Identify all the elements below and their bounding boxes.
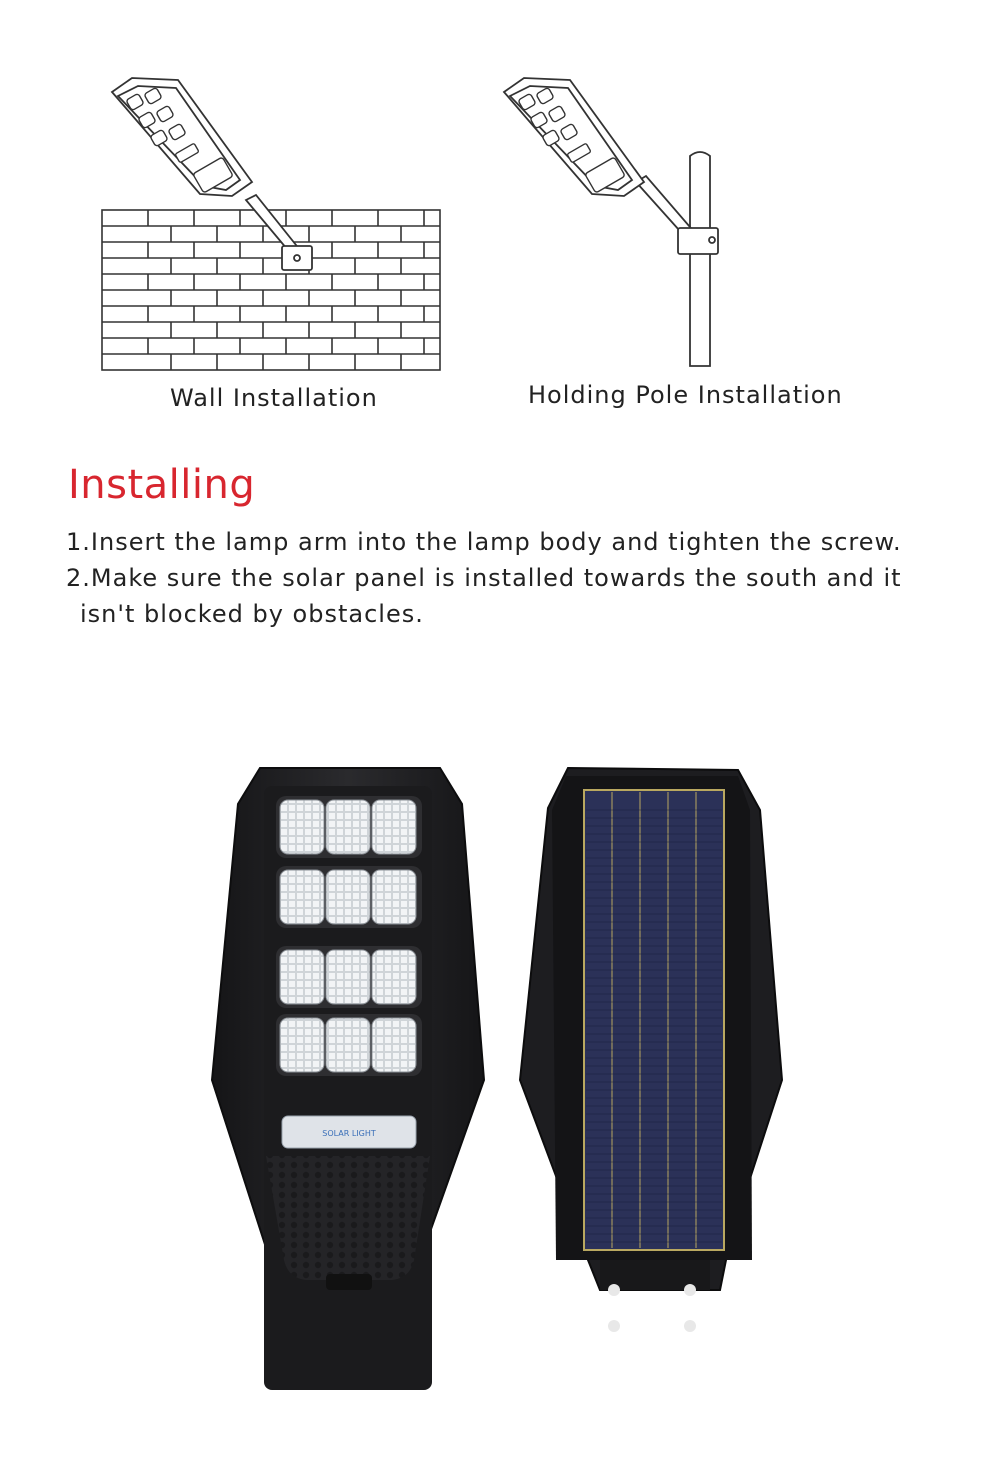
solar-light-label: SOLAR LIGHT bbox=[322, 1129, 376, 1138]
pole-installation-caption: Holding Pole Installation bbox=[528, 381, 843, 409]
installing-step-1: 1.Insert the lamp arm into the lamp body and tighten the screw. bbox=[66, 528, 902, 556]
product-photos bbox=[0, 700, 1000, 1460]
wall-installation-diagram bbox=[0, 0, 1000, 420]
installing-step-2-continued: isn't blocked by obstacles. bbox=[80, 600, 424, 628]
installing-heading: Installing bbox=[68, 462, 256, 508]
installing-step-2: 2.Make sure the solar panel is installed towards the south and it bbox=[66, 564, 902, 592]
pole-lamp-drawing bbox=[504, 78, 718, 366]
lamp-back-view bbox=[520, 768, 782, 1332]
brick-wall-drawing bbox=[102, 210, 440, 370]
wall-installation-caption: Wall Installation bbox=[170, 384, 378, 412]
lamp-front-view bbox=[212, 768, 484, 1420]
